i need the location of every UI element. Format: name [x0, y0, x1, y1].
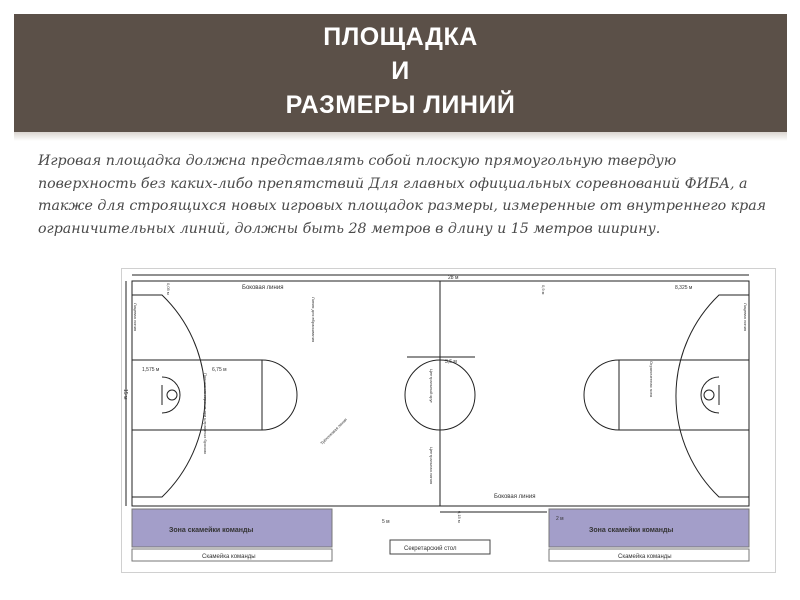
right-free-throw-circle	[584, 360, 619, 430]
intro-paragraph: Игровая площадка должна представлять собой плоскую прямоугольную твердую поверхность без каких-либо препятствий Для главных официальных соревнований ФИБА, а также для строящихся новых игровых площадок размеры, измеренные от внутреннего края ограничительных линий, должны быть 28 метров в длину и 15 метров ширину.	[38, 153, 767, 237]
dim-675-label: 6,75 м	[212, 367, 227, 373]
restricted-area-label: Ограниченная зона	[649, 361, 654, 398]
end-line-left-label: Лицевая линия	[133, 303, 138, 332]
free-throw-note-label: Положение игроков при штрафных бросках	[203, 373, 208, 455]
dim-05-top-label: 0,05 м	[166, 283, 171, 295]
mark-line-label: Линия для вбрасывания	[311, 297, 316, 343]
length-label: 28 м	[448, 275, 459, 281]
dim-8325-label: 8,325 м	[675, 285, 693, 291]
center-line-label: Центральная линия	[429, 447, 434, 484]
title-line-3: РАЗМЕРЫ ЛИНИЙ	[285, 91, 516, 119]
right-restricted-zone	[619, 360, 749, 430]
page-title	[14, 20, 787, 122]
dim-15-label: 15 м	[122, 389, 128, 400]
end-line-right-label: Лицевая линия	[743, 303, 748, 332]
dim-36-label: 3,6 м	[445, 359, 457, 365]
title-line-1: ПЛОЩАДКА	[323, 23, 478, 51]
left-bench-zone-label: Зона скамейки команды	[169, 527, 254, 534]
scorer-table-label: Секретарский стол	[404, 546, 457, 552]
right-bench-zone-label: Зона скамейки команды	[589, 527, 674, 534]
right-basket	[704, 390, 714, 400]
dim-5-label: 5 м	[382, 519, 390, 525]
right-bench-label: Скамейка команды	[618, 554, 672, 560]
side-line-bottom-label: Боковая линия	[494, 494, 536, 500]
right-three-point-line	[676, 295, 749, 497]
dim-1575-label: 1,575 м	[142, 367, 160, 373]
left-bench-label: Скамейка команды	[202, 554, 256, 560]
dim-05-bottom-label: 0,15 м	[457, 511, 462, 523]
title-line-2: И	[391, 57, 410, 85]
three-point-label: Трёхочковая линия	[319, 416, 348, 446]
dim-2-label: 2 м	[556, 516, 564, 522]
left-three-point-line	[132, 295, 205, 497]
court-diagram-frame	[121, 268, 776, 573]
title-divider	[14, 132, 787, 141]
left-basket	[167, 390, 177, 400]
left-free-throw-circle	[262, 360, 297, 430]
dim-09-label: 0,9 м	[541, 285, 546, 295]
center-circle-label: Центральный круг	[429, 369, 434, 403]
court-diagram	[122, 269, 775, 572]
side-line-top-label: Боковая линия	[242, 285, 284, 291]
